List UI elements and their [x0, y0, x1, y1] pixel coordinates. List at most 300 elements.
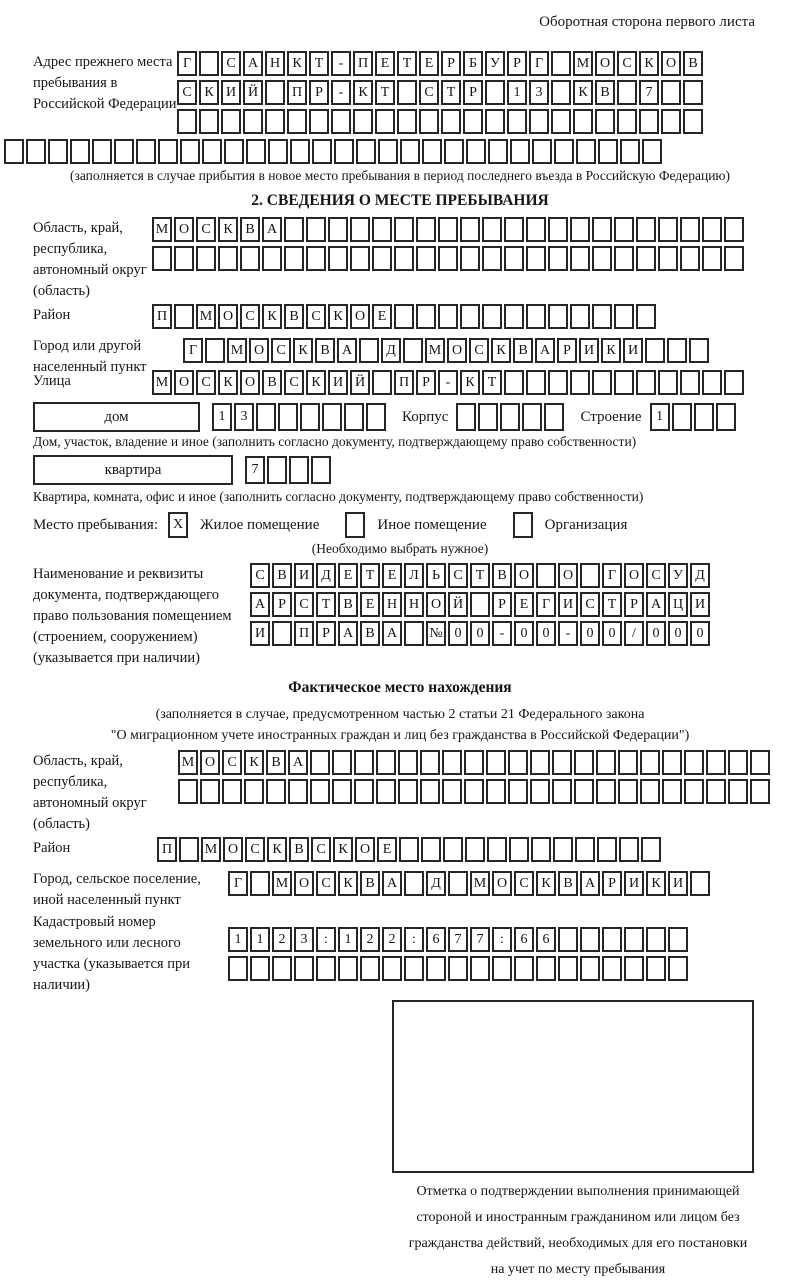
char-box[interactable]: [152, 246, 172, 271]
char-box[interactable]: [310, 779, 330, 804]
char-box[interactable]: 3: [529, 80, 549, 105]
char-box[interactable]: К: [333, 837, 353, 862]
char-box[interactable]: [398, 779, 418, 804]
char-box[interactable]: 2: [360, 927, 380, 952]
char-box[interactable]: [724, 217, 744, 242]
char-box[interactable]: Т: [316, 592, 336, 617]
char-box[interactable]: А: [337, 338, 357, 363]
char-box[interactable]: К: [573, 80, 593, 105]
char-box[interactable]: Г: [536, 592, 556, 617]
char-box[interactable]: В: [272, 563, 292, 588]
char-box[interactable]: [265, 109, 285, 134]
char-box[interactable]: [526, 217, 546, 242]
char-box[interactable]: С: [221, 51, 241, 76]
char-box[interactable]: [530, 750, 550, 775]
char-box[interactable]: А: [243, 51, 263, 76]
char-box[interactable]: [702, 217, 722, 242]
char-box[interactable]: М: [425, 338, 445, 363]
char-box[interactable]: [426, 956, 446, 981]
char-box[interactable]: С: [311, 837, 331, 862]
char-box[interactable]: [724, 246, 744, 271]
char-box[interactable]: Т: [360, 563, 380, 588]
char-box[interactable]: [487, 837, 507, 862]
char-box[interactable]: [597, 837, 617, 862]
char-box[interactable]: [356, 139, 376, 164]
char-box[interactable]: Й: [243, 80, 263, 105]
char-box[interactable]: И: [579, 338, 599, 363]
char-box[interactable]: [592, 370, 612, 395]
char-box[interactable]: А: [382, 871, 402, 896]
char-box[interactable]: [92, 139, 112, 164]
char-box[interactable]: [372, 370, 392, 395]
char-box[interactable]: Т: [482, 370, 502, 395]
char-box[interactable]: [619, 837, 639, 862]
char-box[interactable]: П: [152, 304, 172, 329]
char-box[interactable]: В: [513, 338, 533, 363]
char-box[interactable]: [470, 592, 490, 617]
char-box[interactable]: :: [492, 927, 512, 952]
char-box[interactable]: [266, 779, 286, 804]
char-box[interactable]: [646, 956, 666, 981]
char-box[interactable]: [448, 871, 468, 896]
char-box[interactable]: 6: [426, 927, 446, 952]
char-box[interactable]: [485, 80, 505, 105]
char-box[interactable]: [243, 109, 263, 134]
char-box[interactable]: [598, 139, 618, 164]
char-box[interactable]: [504, 217, 524, 242]
char-box[interactable]: [640, 750, 660, 775]
char-box[interactable]: [750, 750, 770, 775]
char-box[interactable]: Г: [529, 51, 549, 76]
char-box[interactable]: И: [690, 592, 710, 617]
char-box[interactable]: М: [196, 304, 216, 329]
char-box[interactable]: [372, 246, 392, 271]
char-box[interactable]: К: [267, 837, 287, 862]
char-box[interactable]: В: [558, 871, 578, 896]
char-box[interactable]: Л: [404, 563, 424, 588]
char-box[interactable]: П: [294, 621, 314, 646]
char-box[interactable]: [576, 139, 596, 164]
char-box[interactable]: А: [338, 621, 358, 646]
char-box[interactable]: Д: [381, 338, 401, 363]
char-box[interactable]: [522, 403, 542, 431]
char-box[interactable]: Е: [375, 51, 395, 76]
char-box[interactable]: [618, 750, 638, 775]
char-box[interactable]: [642, 139, 662, 164]
char-box[interactable]: С: [271, 338, 291, 363]
char-box[interactable]: [500, 403, 520, 431]
char-box[interactable]: 1: [507, 80, 527, 105]
char-box[interactable]: [404, 621, 424, 646]
char-box[interactable]: М: [227, 338, 247, 363]
char-box[interactable]: [728, 779, 748, 804]
char-box[interactable]: [667, 338, 687, 363]
char-box[interactable]: Ь: [426, 563, 446, 588]
char-box[interactable]: [488, 139, 508, 164]
char-box[interactable]: [353, 109, 373, 134]
char-box[interactable]: 2: [382, 927, 402, 952]
char-box[interactable]: [658, 246, 678, 271]
char-box[interactable]: 1: [228, 927, 248, 952]
char-box[interactable]: О: [294, 871, 314, 896]
char-box[interactable]: О: [200, 750, 220, 775]
char-box[interactable]: К: [218, 217, 238, 242]
char-box[interactable]: [196, 246, 216, 271]
char-box[interactable]: [442, 750, 462, 775]
char-box[interactable]: [178, 779, 198, 804]
char-box[interactable]: [70, 139, 90, 164]
char-box[interactable]: [602, 927, 622, 952]
char-box[interactable]: Е: [377, 837, 397, 862]
char-box[interactable]: К: [218, 370, 238, 395]
char-box[interactable]: [570, 217, 590, 242]
char-box[interactable]: К: [328, 304, 348, 329]
char-box[interactable]: [595, 109, 615, 134]
char-box[interactable]: Р: [557, 338, 577, 363]
char-box[interactable]: [702, 370, 722, 395]
char-box[interactable]: Й: [448, 592, 468, 617]
char-box[interactable]: [636, 217, 656, 242]
char-box[interactable]: [287, 109, 307, 134]
char-box[interactable]: О: [514, 563, 534, 588]
char-box[interactable]: [617, 80, 637, 105]
char-box[interactable]: 0: [602, 621, 622, 646]
char-box[interactable]: [309, 109, 329, 134]
char-box[interactable]: С: [240, 304, 260, 329]
char-box[interactable]: С: [316, 871, 336, 896]
char-box[interactable]: К: [287, 51, 307, 76]
char-box[interactable]: И: [558, 592, 578, 617]
char-box[interactable]: [404, 956, 424, 981]
char-box[interactable]: [360, 956, 380, 981]
char-box[interactable]: О: [218, 304, 238, 329]
char-box[interactable]: О: [350, 304, 370, 329]
char-box[interactable]: [174, 246, 194, 271]
char-box[interactable]: [205, 338, 225, 363]
char-box[interactable]: [532, 139, 552, 164]
char-box[interactable]: Р: [463, 80, 483, 105]
char-box[interactable]: И: [221, 80, 241, 105]
checkbox-zhiloe[interactable]: X: [168, 512, 188, 538]
char-box[interactable]: О: [426, 592, 446, 617]
char-box[interactable]: [460, 304, 480, 329]
char-box[interactable]: [580, 927, 600, 952]
char-box[interactable]: А: [646, 592, 666, 617]
char-box[interactable]: [486, 779, 506, 804]
char-box[interactable]: В: [595, 80, 615, 105]
char-box[interactable]: [300, 403, 320, 431]
char-box[interactable]: [645, 338, 665, 363]
char-box[interactable]: [531, 837, 551, 862]
char-box[interactable]: [574, 779, 594, 804]
char-box[interactable]: [640, 779, 660, 804]
char-box[interactable]: 0: [690, 621, 710, 646]
char-box[interactable]: [438, 217, 458, 242]
char-box[interactable]: И: [250, 621, 270, 646]
char-box[interactable]: В: [360, 871, 380, 896]
char-box[interactable]: [552, 779, 572, 804]
char-box[interactable]: С: [196, 217, 216, 242]
char-box[interactable]: [507, 109, 527, 134]
char-box[interactable]: [514, 956, 534, 981]
char-box[interactable]: А: [250, 592, 270, 617]
checkbox-organizatsiya[interactable]: [513, 512, 533, 538]
char-box[interactable]: [509, 837, 529, 862]
char-box[interactable]: С: [469, 338, 489, 363]
char-box[interactable]: С: [514, 871, 534, 896]
char-box[interactable]: 6: [514, 927, 534, 952]
char-box[interactable]: [672, 403, 692, 431]
char-box[interactable]: [312, 139, 332, 164]
char-box[interactable]: Б: [463, 51, 483, 76]
char-box[interactable]: [530, 779, 550, 804]
char-box[interactable]: [596, 779, 616, 804]
checkbox-inoe[interactable]: [345, 512, 365, 538]
char-box[interactable]: [614, 246, 634, 271]
char-box[interactable]: О: [174, 370, 194, 395]
char-box[interactable]: [680, 217, 700, 242]
char-box[interactable]: Д: [316, 563, 336, 588]
char-box[interactable]: Д: [690, 563, 710, 588]
char-box[interactable]: 7: [470, 927, 490, 952]
char-box[interactable]: Е: [514, 592, 534, 617]
char-box[interactable]: П: [287, 80, 307, 105]
char-box[interactable]: [668, 956, 688, 981]
char-box[interactable]: К: [353, 80, 373, 105]
char-box[interactable]: [224, 139, 244, 164]
char-box[interactable]: [728, 750, 748, 775]
char-box[interactable]: О: [249, 338, 269, 363]
char-box[interactable]: [419, 109, 439, 134]
char-box[interactable]: [416, 246, 436, 271]
char-box[interactable]: Й: [350, 370, 370, 395]
char-box[interactable]: [289, 456, 309, 484]
char-box[interactable]: 0: [514, 621, 534, 646]
char-box[interactable]: К: [646, 871, 666, 896]
char-box[interactable]: [466, 139, 486, 164]
char-box[interactable]: С: [196, 370, 216, 395]
char-box[interactable]: -: [331, 51, 351, 76]
char-box[interactable]: С: [222, 750, 242, 775]
char-box[interactable]: [267, 456, 287, 484]
char-box[interactable]: [689, 338, 709, 363]
char-box[interactable]: [536, 563, 556, 588]
char-box[interactable]: Р: [492, 592, 512, 617]
char-box[interactable]: [526, 246, 546, 271]
char-box[interactable]: [592, 217, 612, 242]
char-box[interactable]: Г: [183, 338, 203, 363]
char-box[interactable]: Д: [426, 871, 446, 896]
char-box[interactable]: Р: [272, 592, 292, 617]
char-box[interactable]: С: [250, 563, 270, 588]
char-box[interactable]: О: [661, 51, 681, 76]
char-box[interactable]: И: [668, 871, 688, 896]
char-box[interactable]: Е: [338, 563, 358, 588]
char-box[interactable]: [486, 750, 506, 775]
char-box[interactable]: [328, 246, 348, 271]
char-box[interactable]: 0: [646, 621, 666, 646]
char-box[interactable]: С: [419, 80, 439, 105]
char-box[interactable]: [376, 750, 396, 775]
char-box[interactable]: [624, 956, 644, 981]
char-box[interactable]: [359, 338, 379, 363]
char-box[interactable]: [382, 956, 402, 981]
char-box[interactable]: [558, 956, 578, 981]
char-box[interactable]: [397, 80, 417, 105]
char-box[interactable]: О: [240, 370, 260, 395]
char-box[interactable]: С: [448, 563, 468, 588]
char-box[interactable]: 1: [338, 927, 358, 952]
char-box[interactable]: А: [262, 217, 282, 242]
char-box[interactable]: Р: [416, 370, 436, 395]
char-box[interactable]: [553, 837, 573, 862]
char-box[interactable]: [510, 139, 530, 164]
char-box[interactable]: 0: [668, 621, 688, 646]
char-box[interactable]: [26, 139, 46, 164]
char-box[interactable]: [256, 403, 276, 431]
char-box[interactable]: [284, 246, 304, 271]
char-box[interactable]: К: [199, 80, 219, 105]
char-box[interactable]: [574, 750, 594, 775]
char-box[interactable]: [272, 621, 292, 646]
char-box[interactable]: [575, 837, 595, 862]
char-box[interactable]: [463, 109, 483, 134]
char-box[interactable]: [592, 304, 612, 329]
char-box[interactable]: [331, 109, 351, 134]
char-box[interactable]: [617, 109, 637, 134]
char-box[interactable]: [444, 139, 464, 164]
char-box[interactable]: [526, 304, 546, 329]
char-box[interactable]: [508, 779, 528, 804]
char-box[interactable]: Е: [382, 563, 402, 588]
char-box[interactable]: Т: [441, 80, 461, 105]
char-box[interactable]: [668, 927, 688, 952]
char-box[interactable]: [136, 139, 156, 164]
char-box[interactable]: [548, 304, 568, 329]
char-box[interactable]: [420, 750, 440, 775]
char-box[interactable]: Ц: [668, 592, 688, 617]
char-box[interactable]: -: [558, 621, 578, 646]
char-box[interactable]: 3: [234, 403, 254, 431]
char-box[interactable]: [661, 109, 681, 134]
char-box[interactable]: №: [426, 621, 446, 646]
char-box[interactable]: [310, 750, 330, 775]
char-box[interactable]: [306, 246, 326, 271]
char-box[interactable]: [683, 109, 703, 134]
char-box[interactable]: [375, 109, 395, 134]
char-box[interactable]: [177, 109, 197, 134]
char-box[interactable]: [338, 956, 358, 981]
char-box[interactable]: [636, 246, 656, 271]
char-box[interactable]: [416, 217, 436, 242]
char-box[interactable]: К: [536, 871, 556, 896]
char-box[interactable]: [646, 927, 666, 952]
char-box[interactable]: Г: [602, 563, 622, 588]
char-box[interactable]: [602, 956, 622, 981]
char-box[interactable]: 0: [580, 621, 600, 646]
char-box[interactable]: [218, 246, 238, 271]
char-box[interactable]: К: [338, 871, 358, 896]
char-box[interactable]: М: [178, 750, 198, 775]
char-box[interactable]: [492, 956, 512, 981]
char-box[interactable]: [442, 779, 462, 804]
char-box[interactable]: В: [360, 621, 380, 646]
char-box[interactable]: [551, 80, 571, 105]
char-box[interactable]: [683, 80, 703, 105]
char-box[interactable]: [174, 304, 194, 329]
char-box[interactable]: 3: [294, 927, 314, 952]
char-box[interactable]: [376, 779, 396, 804]
char-box[interactable]: [620, 139, 640, 164]
char-box[interactable]: [680, 246, 700, 271]
char-box[interactable]: Р: [441, 51, 461, 76]
char-box[interactable]: М: [152, 370, 172, 395]
char-box[interactable]: [228, 956, 248, 981]
char-box[interactable]: [394, 246, 414, 271]
char-box[interactable]: [465, 837, 485, 862]
char-box[interactable]: [403, 338, 423, 363]
char-box[interactable]: [554, 139, 574, 164]
char-box[interactable]: [438, 246, 458, 271]
char-box[interactable]: [4, 139, 24, 164]
char-box[interactable]: [284, 217, 304, 242]
char-box[interactable]: [262, 246, 282, 271]
char-box[interactable]: [460, 217, 480, 242]
char-box[interactable]: [378, 139, 398, 164]
char-box[interactable]: О: [223, 837, 243, 862]
char-box[interactable]: 0: [448, 621, 468, 646]
char-box[interactable]: [529, 109, 549, 134]
char-box[interactable]: И: [294, 563, 314, 588]
char-box[interactable]: [570, 246, 590, 271]
char-box[interactable]: [716, 403, 736, 431]
char-box[interactable]: [504, 370, 524, 395]
char-box[interactable]: [662, 750, 682, 775]
char-box[interactable]: [246, 139, 266, 164]
char-box[interactable]: [460, 246, 480, 271]
char-box[interactable]: [399, 837, 419, 862]
char-box[interactable]: В: [683, 51, 703, 76]
char-box[interactable]: [661, 80, 681, 105]
char-box[interactable]: [398, 750, 418, 775]
char-box[interactable]: [706, 750, 726, 775]
char-box[interactable]: [400, 139, 420, 164]
char-box[interactable]: К: [491, 338, 511, 363]
char-box[interactable]: /: [624, 621, 644, 646]
char-box[interactable]: 0: [470, 621, 490, 646]
char-box[interactable]: [624, 927, 644, 952]
char-box[interactable]: -: [438, 370, 458, 395]
char-box[interactable]: [536, 956, 556, 981]
char-box[interactable]: М: [272, 871, 292, 896]
char-box[interactable]: В: [240, 217, 260, 242]
char-box[interactable]: [350, 246, 370, 271]
char-box[interactable]: [344, 403, 364, 431]
char-box[interactable]: Р: [602, 871, 622, 896]
char-box[interactable]: [580, 956, 600, 981]
char-box[interactable]: [551, 109, 571, 134]
char-box[interactable]: [48, 139, 68, 164]
char-box[interactable]: [421, 837, 441, 862]
char-box[interactable]: [482, 217, 502, 242]
char-box[interactable]: [684, 750, 704, 775]
char-box[interactable]: [397, 109, 417, 134]
char-box[interactable]: [690, 871, 710, 896]
char-box[interactable]: [199, 109, 219, 134]
char-box[interactable]: В: [266, 750, 286, 775]
char-box[interactable]: М: [573, 51, 593, 76]
char-box[interactable]: [316, 956, 336, 981]
